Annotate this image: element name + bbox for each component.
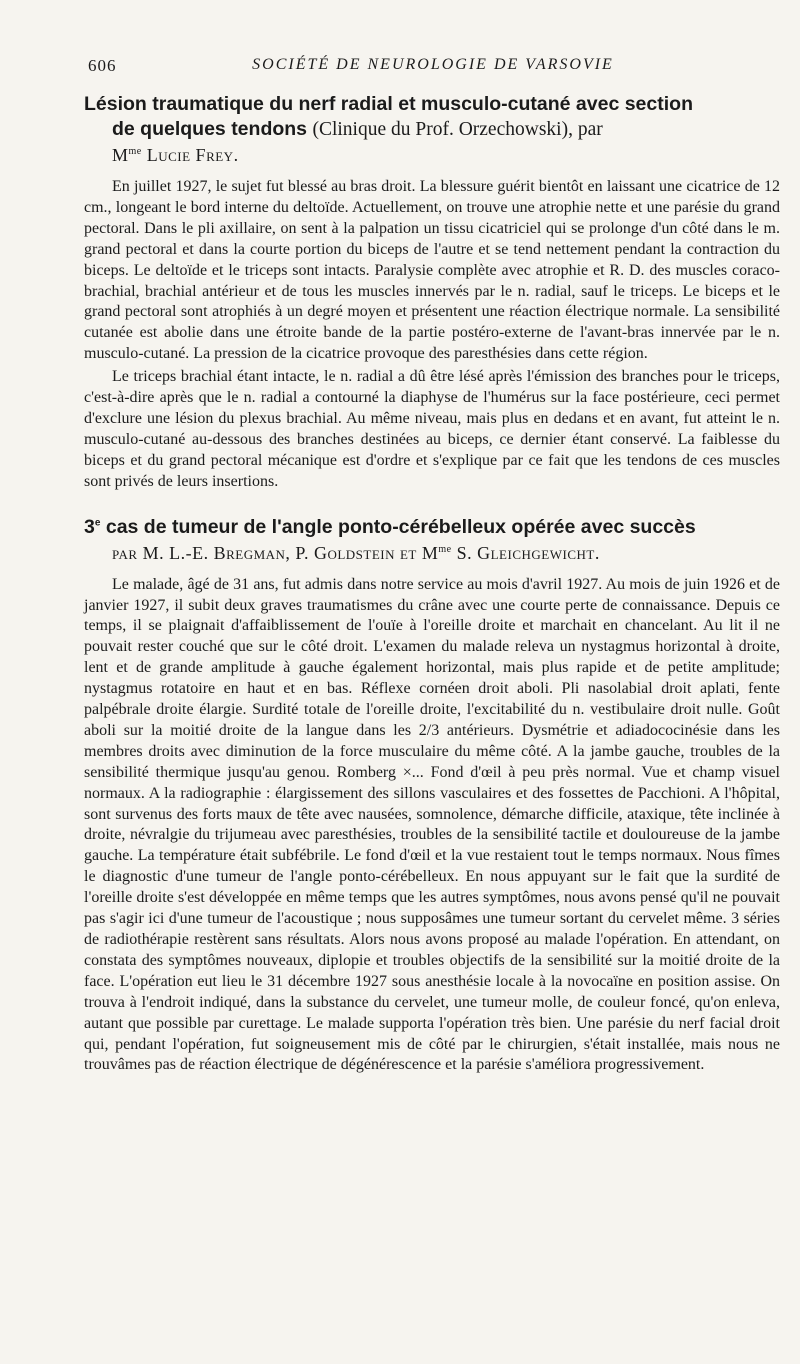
journal-title: SOCIÉTÉ DE NEUROLOGIE DE VARSOVIE	[252, 56, 614, 73]
authors-line: par M. L.-E. Bregman, P. Goldstein et	[112, 542, 417, 563]
article-title	[84, 515, 780, 540]
article-authors	[84, 144, 780, 167]
title-clinic: (Clinique du Prof. Orzechowski), par	[312, 119, 603, 140]
paragraph: En juillet 1927, le sujet fut blessé au bras droit. La blessure guérit bientôt en laissant une cicatrice de 12 cm., longeant le bord interne du deltoïde. Actuellement, on trouve une atrophie nette et une parésie du grand pectoral. Dans le pli axillaire, on sent à la palpation un tissu cicatriciel qui se prolonge d'un côté dans le m. grand pectoral et dans la courte portion du biceps de l'autre et se tend nettement pendant la contraction du biceps. Le deltoïde et le triceps sont intacts. Paralysie complète avec atrophie et R. D. des muscles coraco-brachial, brachial antérieur et de tous les muscles innervés par le n. radial, sauf le triceps. Le biceps et le grand pectoral sont atrophiés à un degré moyen et présentent une réaction électrique normale. La sensibilité cutanée est abolie dans une étroite bande de la partie postéro-externe de l'avant-bras innervée par le n. musculo-cutané. La pression de la cicatrice provoque des paresthésies dans cette région.	[84, 178, 780, 363]
running-head	[88, 56, 778, 80]
authors-tail: S. Gleichgewicht.	[456, 542, 600, 563]
article-tumour	[84, 515, 780, 1077]
paragraph: Le malade, âgé de 31 ans, fut admis dans notre service au mois d'avril 1927. Au mois de juin 1926 et de janvier 1927, il subit deux graves traumatismes du crâne avec une courte perte de connaissance. Depuis ce temps, il se plaignait d'affaiblissement de l'ouïe à l'oreille droite et marchait en chancelant. Au lit il ne pouvait rester couché que sur le côté droit. L'examen du malade releva un nystagmus horizontal à droite, lent et de grande amplitude à gauche également horizontal, mais plus rapide et de petite amplitude; nystagmus rotatoire en haut et en bas. Réflexe cornéen droit aboli. Pli nasolabial droit aplati, fente palpébrale droite élargie. Surdité totale de l'oreille droite, l'excitabilité du n. vestibulaire droit nulle. Goût aboli sur la moitié droite de la langue dans les 2/3 antérieurs. Dysmétrie et adiadococinésie dans les membres droits avec diminution de la force musculaire du même côté. A la jambe gauche, troubles de la sensibilité thermique jusqu'au genou. Romberg ×... Fond d'œil à peu près normal. Vue et champ visuel normaux. A la radiographie : élargissement des sillons vasculaires et des fossettes de Pacchioni. A l'hôpital, sont survenus des forts maux de tête avec nausées, somnolence, démarche difficile, ataxique, tête inclinée à droite, névralgie du trijumeau avec paresthésies, troubles de la sensibilité tactile et douloureuse de la jambe gauche. La température était subfébrile. Le fond d'œil et la vue restaient tout le temps normaux. Nous fîmes le diagnostic d'une tumeur de l'angle ponto-cérébelleux. En nous appuyant sur le fait que la surdité de l'oreille droite s'est développée en même temps que les autres symptômes, nous avons pensé qu'il ne pouvait pas s'agir ici d'une tumeur de l'acoustique ; nous supposâmes une tumeur sortant du cervelet même. 3 séries de radiothérapie restèrent sans résultats. Alors nous avons proposé au malade l'opération. En attendant, on constata des symptômes nouveaux, diplopie et troubles objectifs de la sensibilité sur la moitié droite de la face. L'opération eut lieu le 31 décembre 1927 sous anesthésie locale à la novocaïne en position assise. On trouva à l'endroit indiqué, dans la substance du cervelet, une tumeur molle, de couleur foncé, qu'on enleva, autant que possible par curettage. Le malade supporta l'opération très bien. Une parésie du nerf facial droit qui, pendant l'opération, fut soigneusement mis de côté par le chirurgien, s'était installée, mais nous ne trouvâmes pas de réaction électrique de dégénérescence et la parésie s'améliora progressivement.	[84, 575, 780, 1074]
authors-prefix: M	[112, 145, 129, 165]
title-bold-line2: de quelques tendons	[112, 118, 308, 140]
title-ordinal-sup: e	[94, 517, 101, 529]
title-line2	[84, 117, 780, 142]
title-bold: cas de tumeur de l'angle ponto-cérébelleux opérée avec succès	[105, 515, 696, 538]
article-title	[84, 92, 780, 142]
article-radial-nerve	[84, 92, 780, 493]
authors-prefix: M	[421, 542, 439, 563]
paragraph: Le triceps brachial étant intacte, le n. radial a dû être lésé après l'émission des branches pour le triceps, c'est-à-dire après que le n. radial a contourné la diaphyse de l'humérus sur la face postérieure, ceci permet d'exclure une lésion du plexus brachial. Au même niveau, mais plus en dedans et en avant, fut atteint le n. musculo-cutané au-dessous des branches destinées au biceps, ce dernier étant conservé. La faiblesse du biceps et du grand pectoral mécanique est d'ordre et s'explique par ce fait que les tendons de ces muscles sont privés de leurs insertions.	[84, 368, 780, 490]
authors-sup: me	[438, 543, 452, 555]
authors-name: Lucie Frey.	[146, 145, 239, 165]
title-ordinal: 3	[84, 515, 95, 538]
article-authors	[84, 542, 780, 565]
title-bold-line1: Lésion traumatique du nerf radial et musculo-cutané avec section	[84, 93, 693, 115]
authors-sup: me	[128, 146, 142, 157]
page-number: 606	[88, 56, 117, 75]
